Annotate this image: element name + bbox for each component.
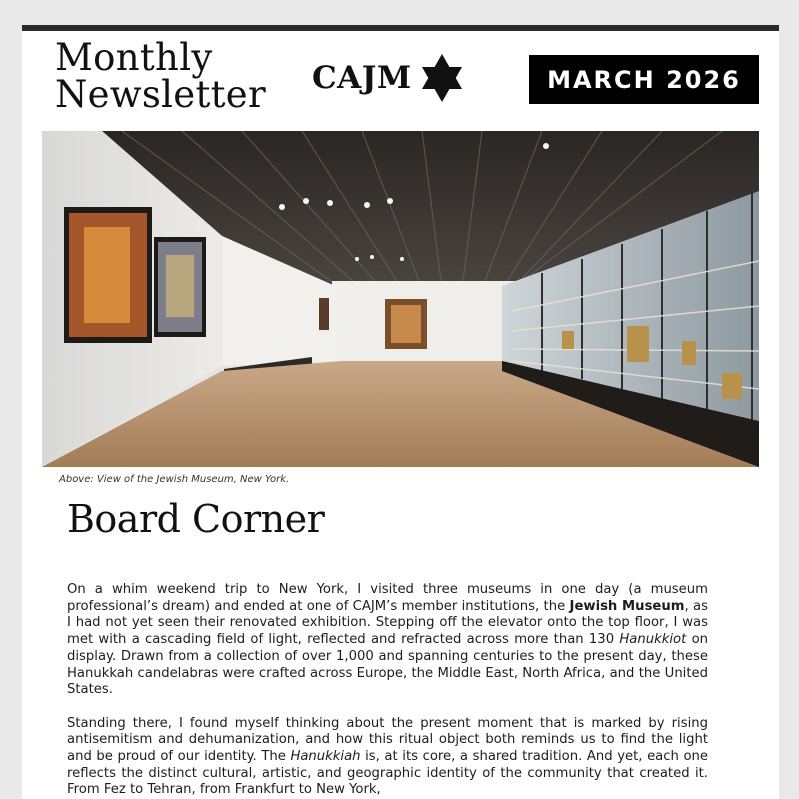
- paragraph-text: on display. Drawn from a collection of over 1,000 and spanning centuries to the present day, these Hanukkah candelabras were crafted across Europe, the Middle East, North Africa, and the United States.: [67, 632, 708, 698]
- paragraph-text: On a whim weekend trip to New York, I visited three museums in one day (a museum professional’s dream) and ended at one of CAJM’s member institutions, the: [67, 582, 708, 614]
- paragraph-text: Standing there, I found myself thinking about the present moment that is marked by rising antisemitism and dehumanization, and how this ritual object both reminds us to find the light and be proud of our identity. The: [67, 715, 708, 765]
- hanukkiah-term: Hanukkiah: [290, 749, 361, 765]
- issue-date-badge: MARCH 2026: [529, 55, 759, 104]
- photo-caption: Above: View of the Jewish Museum, New York.: [59, 474, 290, 485]
- article-body: [67, 582, 708, 799]
- hanukkiot-term: Hanukkiot: [619, 632, 687, 648]
- brand-logo: [312, 52, 466, 104]
- newsletter-title-line1: Monthly: [55, 36, 213, 79]
- museum-photo: [42, 131, 759, 467]
- paragraph: [67, 716, 708, 799]
- paragraph: [67, 582, 708, 699]
- paragraph-text: is, at its core, a shared tradition. And yet, each one reflects the distinct cultural, artistic, and geographic identity of the community that created it. From Fez to Tehran, from Frankfurt to New York,: [67, 749, 708, 798]
- section-heading: Board Corner: [67, 497, 325, 541]
- newsletter-page: [22, 25, 779, 799]
- brand-name: CAJM: [312, 60, 412, 96]
- museum-name-bold: Jewish Museum: [569, 598, 685, 614]
- star-of-david-icon: [418, 52, 466, 104]
- newsletter-title-line2: Newsletter: [55, 73, 266, 116]
- newsletter-title: [55, 36, 266, 116]
- top-rule: [22, 25, 779, 31]
- paragraph-text: , as I had not yet seen their renovated exhibition. Stepping off the elevator onto the top floor, I was met with a cascading field of light, reflected and refracted across more than 130: [67, 598, 708, 648]
